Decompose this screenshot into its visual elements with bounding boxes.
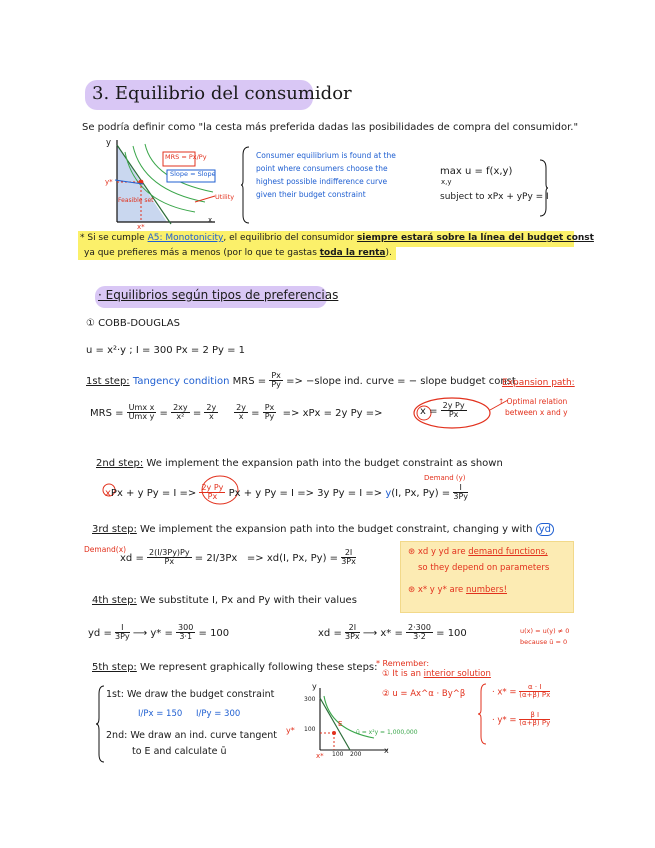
step5-sub2b: to E and calculate ū (132, 746, 227, 757)
step1-2y-b: 2y (236, 403, 246, 412)
step4-ys: ⟶ y* = (132, 627, 173, 639)
step1-x: x (208, 412, 214, 422)
step4-xdd: 3Px (345, 632, 360, 642)
step3-res-num: 2I (341, 549, 356, 558)
note-line-2-a: ya que prefieres más a menos (por lo que te gastas (84, 248, 320, 258)
max-subject: subject to xPx + yPy = I (440, 192, 549, 202)
step5-sub1: 1st: We draw the budget constraint (106, 689, 275, 700)
step1-py-b: Py (264, 412, 275, 422)
step4-xsr: = 100 (436, 627, 467, 639)
remember-r1a: ① It is an (382, 669, 424, 679)
graph2-ubar: ū = x²y = 1,000,000 (356, 729, 418, 736)
graph2-tick-x100: 100 (332, 751, 344, 758)
section-title: · Equilibrios según tipos de preferencias (98, 288, 339, 302)
step2-desc: We implement the expansion path into the budget constraint as shown (146, 458, 503, 469)
graph1-slope-label: Slope = Slope (170, 170, 216, 178)
bracket-left (241, 145, 251, 225)
step4-ydn: I (115, 624, 130, 633)
step4-ysd: 3·1 (179, 632, 193, 642)
step1-arrow-mid: => xPx = 2y Py => (282, 407, 383, 419)
step3-res-den: 3Px (341, 557, 356, 567)
note-line-2-c: ). (385, 248, 392, 258)
step4-xs: ⟶ x* = (362, 627, 403, 639)
step1-2xy: 2xy (173, 403, 188, 412)
step4-yd: yd = (88, 627, 112, 639)
graph2-xstar: x* (316, 752, 324, 760)
step3-row (92, 524, 554, 536)
step3-arrow: => xd(I, Px, Py) = (246, 552, 339, 564)
expansion-note-2: between x and y (505, 408, 568, 417)
max-sub: x,y (441, 178, 452, 186)
note-line-1-c: , el equilibrio del consumidor (223, 233, 357, 243)
step4-x-row (318, 624, 467, 642)
step3-desc: We implement the expansion path into the budget constraint, changing y with (140, 524, 533, 535)
demand-y-label: Demand (y) (424, 474, 466, 482)
box-line-2: so they depend on parameters (418, 563, 550, 573)
graph2-E: E (338, 720, 343, 728)
step4-y-row (88, 624, 229, 642)
graph2-x-axis: x (384, 746, 389, 755)
remember-xsd: (α+β) Px (519, 691, 551, 700)
graph2-tick-100: 100 (304, 726, 316, 733)
graph1-y-label: y (106, 138, 112, 148)
note-line-1 (80, 233, 594, 243)
step4-xd: xd = (318, 627, 342, 639)
step3-num: 2(I/3Py)Py (149, 548, 190, 557)
step1-x2: x² (176, 412, 185, 422)
consumer-eq-line-1: Consumer equilibrium is found at the (256, 151, 396, 160)
remember-ys: · y* = (492, 715, 520, 726)
step1-rest: => −slope ind. curve = − slope budget const. (286, 375, 519, 387)
step2-yfn: (I, Px, Py) = (391, 487, 451, 499)
consumer-eq-line-4: given their budget constraint (256, 190, 366, 199)
step4-label: 4th step: (92, 595, 137, 606)
note-line-1-d: siempre estará sobre la línea del budget const (356, 233, 594, 243)
step1-mrs-eq: MRS = (90, 407, 124, 419)
intro-text: Se podría definir como "la cesta más preferida dadas las posibilidades de compra del consumidor." (82, 122, 579, 133)
graph2-point-E (332, 731, 336, 735)
remember-xsn: α · I (519, 684, 550, 692)
box-line-3-a: ⊛ x* y y* are (408, 585, 464, 595)
step1-umy: Umx y (128, 412, 155, 422)
expansion-path-title: Expansion path: (502, 378, 575, 388)
step2-eq-a: Px + y Py = I => (110, 487, 197, 499)
box-line-1-a: ⊛ xd y yd are (408, 547, 466, 557)
box-line-1 (408, 548, 548, 558)
step3-den: Px (164, 557, 175, 567)
remember-brace (478, 682, 488, 746)
step3-eq: = 2I/3Px (194, 552, 238, 564)
graph2-tick-x200: 200 (350, 751, 362, 758)
step1-2y: 2y (206, 403, 217, 412)
note-line-1-a: * Si se cumple (80, 233, 148, 243)
bracket-right (538, 158, 548, 218)
graph1-mrs-label: MRS = Px/Py (165, 153, 207, 161)
step1-py: Py (271, 380, 281, 390)
step3-equation (120, 549, 356, 567)
step1-den-exp: Px (448, 410, 459, 420)
step5-row (92, 662, 378, 674)
consumer-eq-line-3: highest possible indifference curve (256, 177, 388, 186)
remember-note-2: because ū = 0 (520, 638, 568, 646)
step4-ysr: = 100 (198, 627, 230, 639)
step2-res-den: 3Py (453, 492, 469, 502)
graph1-x-star: x* (137, 223, 145, 231)
step4-desc: We substitute I, Px and Py with their values (140, 595, 357, 606)
cobb-douglas-graph (308, 688, 418, 768)
indifference-curve-3 (145, 144, 213, 192)
step1-px: Px (271, 371, 281, 380)
step5-desc: We represent graphically following these steps: (140, 662, 378, 673)
step5-sub2: 2nd: We draw an ind. curve tangent (106, 730, 277, 741)
graph2-y-axis: y (312, 682, 317, 691)
remember-xs: · x* = (492, 687, 520, 698)
graph1-feasible-label: Feasible set (118, 197, 154, 204)
step1-x-b: x (238, 412, 244, 422)
page-title: 3. Equilibrio del consumidor (92, 83, 352, 104)
step1-umx: Umx x (128, 403, 155, 412)
demand-x-label: Demand(x) (84, 545, 127, 554)
note-toda-renta: toda la renta (319, 248, 386, 258)
step1-mrs: MRS = (232, 375, 267, 387)
step1-xcirc: x (420, 405, 426, 417)
step1-px-b: Px (264, 403, 275, 412)
remember-x-star (492, 684, 550, 700)
note-monotonicity: A5: Monotonicity (147, 233, 224, 243)
graph2-tick-300: 300 (304, 696, 316, 703)
remember-ysd: (α+β) Py (519, 719, 551, 728)
step2-res-num: I (453, 484, 468, 493)
step5-brace (96, 684, 106, 764)
remember-ysn: β I (519, 712, 550, 720)
step5-sub1a: I/Px = 150 (138, 709, 183, 719)
remember-r1b: interior solution (423, 669, 491, 679)
step1-row (86, 372, 519, 390)
step2-eq-b: Px + y Py = I => 3y Py = I => (228, 487, 383, 499)
step5-label: 5th step: (92, 662, 137, 673)
step4-xsd: 3·2 (413, 632, 426, 642)
step3-xd: xd = (120, 552, 144, 564)
consumer-eq-line-2: point where consumers choose the (256, 164, 388, 173)
step2-f-num: 2y Py (201, 483, 224, 492)
remember-y-star (492, 712, 550, 728)
step3-ycirc: yd (536, 523, 554, 536)
step4-ysn: 300 (178, 623, 194, 632)
step4-ydd: 3Py (115, 632, 130, 642)
note-line-2 (84, 248, 392, 258)
cobb-douglas-title: ① COBB-DOUGLAS (86, 318, 180, 329)
graph2-budget-line (320, 698, 350, 750)
step5-sub1b: I/Py = 300 (196, 709, 241, 719)
remember-line-2: ② u = Ax^α · By^β (382, 689, 466, 699)
step1-label: 1st step: (86, 375, 130, 387)
step1-mrs-row: MRS = $\frac{\text{Umx x}}{\text{Umx y}}$ = $\frac{2xy}{\text{x²}}$ = $\frac{2y}{x}$ $\frac{2y}{x}$ = $\frac{Px}{Py}$ => xPx = 2y Py => (90, 403, 383, 422)
step1-condition: Tangency condition (132, 375, 230, 387)
step2-label: 2nd step: (96, 458, 144, 469)
graph1-utility-label: Utility (215, 193, 235, 201)
remember-note-1: u(x) = u(y) ≠ 0 (520, 627, 570, 635)
box-line-3-b: numbers! (465, 585, 507, 595)
cobb-douglas-params: u = x²·y ; I = 300 Px = 2 Py = 1 (86, 345, 246, 356)
remember-line-1 (382, 670, 491, 680)
max-problem: max u = f(x,y) (440, 166, 513, 177)
graph1-x-label: x (208, 216, 213, 224)
step2-f-den: Px (207, 492, 218, 502)
step4-xsn: 2·300 (408, 623, 431, 632)
step4-row (92, 595, 357, 607)
graph2-ystar: y* (286, 726, 295, 735)
step1-num-exp: 2y Py (442, 401, 465, 410)
step4-xdn: 2I (345, 624, 360, 633)
step2-equation: xPx + y Py = I => $\frac{\text{2y Py}}{Px}$ Px + y Py = I => 3y Py = I => y(I, Px, Py) = $\frac{I}{3Py}$ (105, 483, 469, 502)
expansion-result: x = $\frac{\text{2y Py}}{Px}$ (420, 401, 465, 420)
box-line-3 (408, 586, 507, 596)
graph1-y-star: y* (105, 178, 113, 186)
remember-title: * Remember: (376, 659, 430, 668)
step3-label: 3rd step: (92, 524, 137, 535)
box-line-1-b: demand functions, (468, 547, 548, 557)
step2-row (96, 458, 503, 470)
expansion-note-1: ↑ Optimal relation (498, 397, 568, 406)
